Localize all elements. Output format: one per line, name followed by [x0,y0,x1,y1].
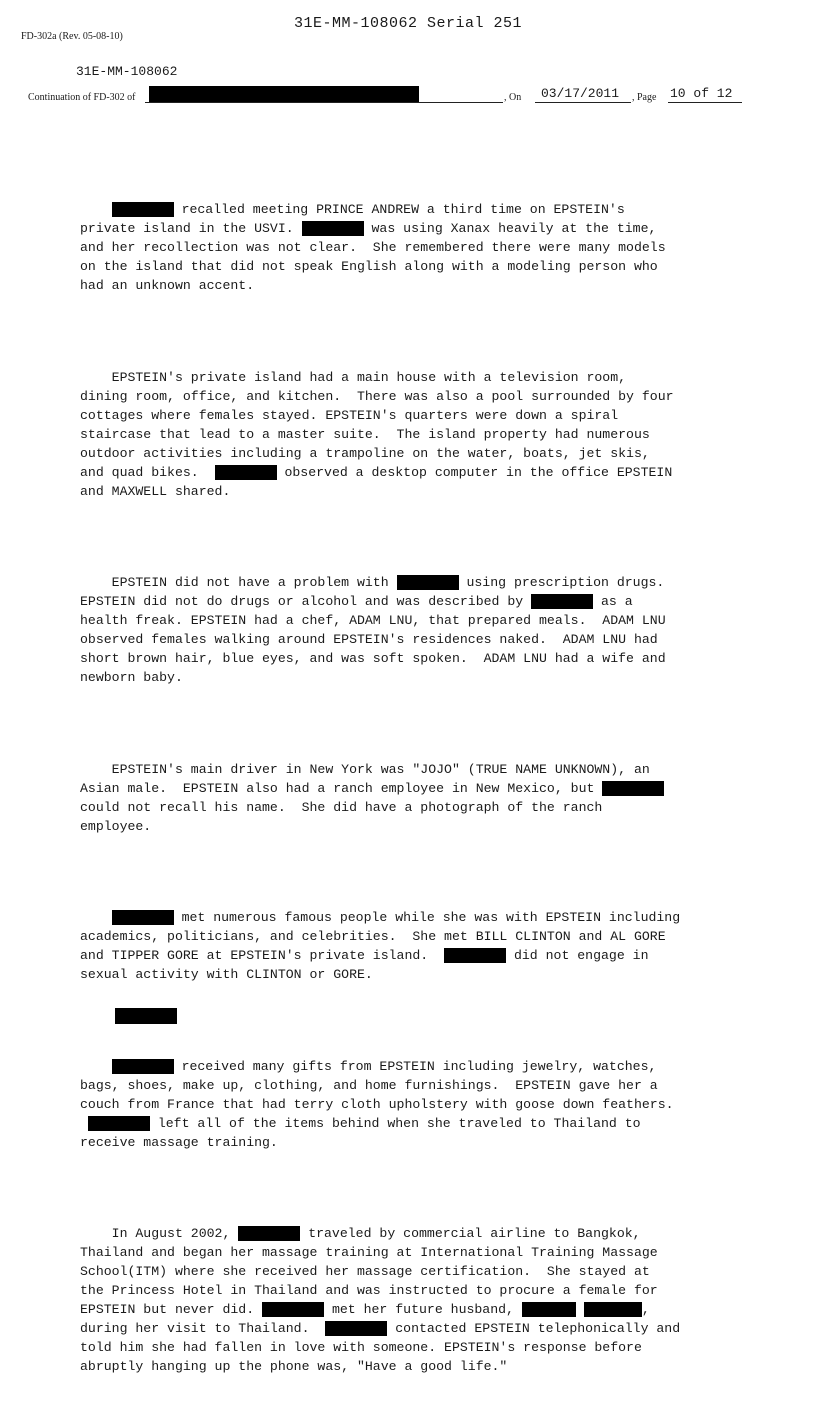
redaction-block [238,1226,300,1241]
text-line: had an unknown accent. [80,278,255,293]
text-line: short brown hair, blue eyes, and was soft spoken. ADAM LNU had a wife and [80,651,666,666]
file-number: 31E-MM-108062 [76,64,178,79]
text-span: Asian male. EPSTEIN also had a ranch employee in New Mexico, but [80,780,603,796]
text-span: and TIPPER GORE at EPSTEIN's private island. [80,948,445,963]
continuation-label: Continuation of FD-302 of [28,92,136,103]
text-span: , [641,1302,650,1317]
text-line: told him she had fallen in love with someone. EPSTEIN's response before [80,1340,642,1355]
text-span: was using Xanax heavily at the time, [363,221,657,236]
text-line: School(ITM) where she received her massage certification. She stayed at [80,1264,650,1279]
paragraph-1 [80,200,760,295]
text-line [80,1057,760,1076]
text-line [80,573,760,592]
redaction-block [444,948,506,963]
paragraph-5 [80,908,760,984]
form-revision-label: FD-302a (Rev. 05-08-10) [21,31,123,42]
page-value: 10 of 12 [670,86,733,101]
text-line: staircase that lead to a master suite. The island property had numerous [80,426,650,442]
text-span: using prescription drugs. [458,575,665,590]
text-line: abruptly hanging up the phone was, "Have a good life." [80,1359,508,1374]
text-span: and quad bikes. [80,464,215,480]
page-label: , Page [632,92,657,103]
text-line [80,1114,760,1133]
redaction-block [112,1059,174,1074]
redaction-block [88,1116,150,1131]
text-span: private island in the USVI. [80,221,302,236]
text-line [80,1300,760,1319]
text-line [80,779,760,798]
paragraph-3 [80,573,760,687]
paragraph-7 [80,1224,760,1376]
redaction-block [149,86,419,102]
text-line: receive massage training. [80,1134,278,1150]
redaction-block [262,1302,324,1317]
text-line: sexual activity with CLINTON or GORE. [80,967,373,982]
paragraph-4 [80,760,760,836]
text-span: EPSTEIN did not have a problem with [80,575,397,590]
paragraph-6 [80,1057,760,1152]
text-span: recalled meeting PRINCE ANDREW a third time on EPSTEIN's [173,202,625,217]
text-line: health freak. EPSTEIN had a chef, ADAM LNU, that prepared meals. ADAM LNU [80,613,666,628]
text-line: and her recollection was not clear. She remembered there were many models [80,240,666,255]
on-label: , On [504,92,522,103]
redaction-block [112,202,174,217]
text-line [80,1224,760,1243]
text-span: met her future husband, [324,1302,522,1317]
redaction-block [115,1008,177,1024]
text-span: met numerous famous people while she was with EPSTEIN including [173,910,681,925]
text-line: couch from France that had terry cloth upholstery with goose down feathers. [80,1096,674,1112]
redaction-block [215,465,277,480]
serial-number-header: 31E-MM-108062 Serial 251 [293,15,523,32]
text-line: observed females walking around EPSTEIN's residences naked. ADAM LNU had [80,632,658,647]
text-span: traveled by commercial airline to Bangkok, [300,1226,641,1241]
redaction-block [531,594,593,609]
text-span: observed a desktop computer in the office EPSTEIN [276,464,673,480]
text-line: on the island that did not speak English along with a modeling person who [80,259,658,274]
text-line [80,1319,760,1338]
text-span: as a [593,594,633,609]
text-line [80,463,760,482]
text-span: left all of the items behind when she traveled to Thailand to [149,1115,641,1131]
redaction-block [112,910,174,925]
redaction-block [397,575,459,590]
date-field [535,84,631,103]
text-line: employee. [80,818,152,834]
text-line: cottages where females stayed. EPSTEIN's quarters were down a spiral [80,407,619,423]
text-line: Thailand and began her massage training at International Training Massage [80,1245,658,1260]
text-line: bags, shoes, make up, clothing, and home furnishings. EPSTEIN gave her a [80,1077,658,1093]
text-span: In August 2002, [80,1226,239,1241]
text-line [80,219,760,238]
text-span: did not engage in [506,948,649,963]
text-span: EPSTEIN but never did. [80,1302,263,1317]
text-span: received many gifts from EPSTEIN including jewelry, watches, [173,1058,657,1074]
text-span: during her visit to Thailand. [80,1321,326,1336]
redaction-block [522,1302,576,1317]
text-line: could not recall his name. She did have a photograph of the ranch [80,799,603,815]
text-line: the Princess Hotel in Thailand and was instructed to procure a female for [80,1283,658,1298]
redaction-block [602,781,664,796]
text-span: EPSTEIN did not do drugs or alcohol and was described by [80,594,532,609]
text-line [80,908,760,927]
redaction-block [584,1302,642,1317]
text-line: dining room, office, and kitchen. There was also a pool surrounded by four [80,388,674,404]
text-line: outdoor activities including a trampoline on the water, boats, jet skis, [80,445,650,461]
redaction-block [302,221,364,236]
date-value: 03/17/2011 [541,86,620,101]
continuation-row [28,84,788,106]
text-span: contacted EPSTEIN telephonically and [387,1321,681,1336]
text-line [80,592,760,611]
text-line [80,946,760,965]
page-field [668,84,742,103]
text-line: and MAXWELL shared. [80,483,231,499]
text-line: academics, politicians, and celebrities. She met BILL CLINTON and AL GORE [80,929,666,944]
paragraph-2 [80,368,760,501]
text-line [80,200,760,219]
subject-name-field [145,84,503,103]
text-line: EPSTEIN's private island had a main house with a television room, [80,369,627,385]
redaction-block [325,1321,387,1336]
document-body [80,143,760,1414]
text-line: newborn baby. [80,670,183,685]
text-line: EPSTEIN's main driver in New York was "JOJO" (TRUE NAME UNKNOWN), an [80,761,650,777]
